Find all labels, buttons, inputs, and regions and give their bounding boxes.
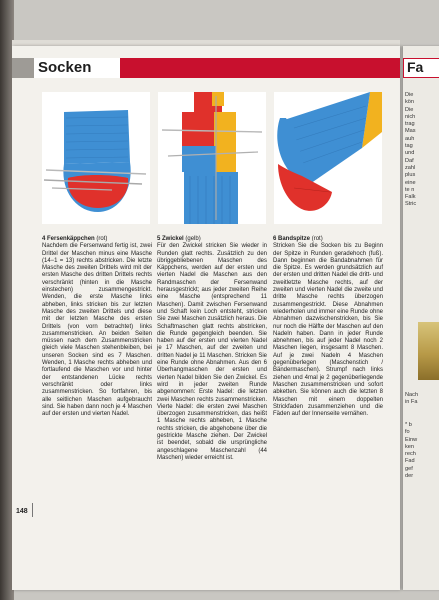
facing-text-line: Mas [405, 128, 416, 135]
page-number: 148 [16, 508, 28, 515]
facing-text-line: * b [405, 422, 412, 428]
step-title: Fersenkäppchen [47, 236, 95, 242]
facing-text-line: Einw [405, 436, 418, 443]
facing-text-line: kön [405, 99, 415, 106]
step-text: Nachdem die Fersenwand fertig ist, zwei Drittel der Maschen minus eine Masche (14−1 = 13) rechts abstricken. Die letzte Masche des zweiten Drittels wird mit der ersten Masche des dritten Drittels rechts verschränkt (hinten in die Masche einstechen) zusammengestrickt. Wenden, die erste Masche links abheben, links stricken bis zur letzten Masche des zweiten Drittels und diese mit der letzten Masche des ersten Drittels (von vorn betrachtet) links zusammenstricken. An beiden Seiten müssen nach dem Zusammenstricken gleich viele Maschen stehenbleiben, bei unseren Socken sind es 7 Maschen. Wenden, 1 Masche rechts abheben und fortlaufend die Maschen vor und hinter der entstandenen Lücke rechts verschränkt oder links zusammenstricken. So fortfahren, bis alle seitlichen Maschen aufgebraucht sind. Sie haben dann noch je 4 Maschen auf der ersten und vierten Nadel. [42, 243, 152, 418]
instruction-column-heel-cap [42, 236, 152, 418]
facing-text-line: zahl [405, 164, 416, 171]
step-heading [273, 236, 383, 243]
sock-toe-illustration [274, 92, 382, 224]
facing-page-title: Fa [404, 59, 439, 77]
photo-band-toe [274, 92, 382, 224]
facing-text-middle [405, 392, 439, 407]
facing-text-line: ken [405, 443, 415, 450]
facing-text-line: auh [405, 135, 415, 142]
facing-page-photo [418, 322, 439, 380]
page-title: Socken [38, 59, 92, 76]
step-number: 6 [273, 236, 277, 242]
page-number-rule [32, 503, 33, 517]
facing-page [403, 46, 439, 590]
step-title: Bandspitze [278, 236, 311, 242]
photo-heel-cap [42, 92, 150, 224]
left-page [12, 46, 400, 590]
facing-text-line: nich [405, 113, 416, 120]
step-text: Für den Zwickel stricken Sie wieder in Runden glatt rechts. Zusätzlich zu den übriggebliebenen Maschen des Käppchens, werden auf der ersten und vierten Nadel die Maschen aus den Randmaschen der Fersenwand herausgestrickt; aus jeder zweiten Reihe eine Masche (entsprechend 11 Maschen). Damit zwischen Fersenwand und Schaft kein Loch entsteht, stricken Sie zwei Maschen zusätzlich heraus. Die Schaftmaschen glatt rechts abstricken, die Runde gegengleich beenden. Sie haben auf der ersten und vierten Nadel je 17 Maschen, auf der zweiten und dritten Nadel je 11 Maschen. Stricken Sie eine Runde ohne Abnahmen. Aus den 6 Überhangmaschen der ersten und vierten Nadel bilden Sie den Zwickel. Es wird in jeder zweiten Runde abgenommen: Erste Nadel: die letzten zwei Maschen rechts zusammenstricken. Vierte Nadel: die ersten zwei Maschen überzogen zusammenstricken, das heißt 1 Masche rechts abheben, 1 Masche rechts stricken, die abgehobene über die gestrickte Masche ziehen. Der Zwickel ist beendet, sobald die ursprüngliche angeschlagene Maschenzahl (44 Maschen) wieder erreicht ist. [157, 243, 267, 461]
facing-text-line: Nach [405, 392, 419, 398]
step-color-note: (rot) [311, 236, 323, 242]
step-number: 5 [157, 236, 161, 242]
facing-text-line: tag [405, 143, 413, 150]
facing-text-line: rech [405, 451, 416, 458]
facing-text-line: trag [405, 121, 415, 128]
facing-page-header [403, 58, 439, 78]
step-color-note: (gelb) [185, 236, 201, 242]
instruction-column-gusset [157, 236, 267, 462]
section-header [12, 58, 400, 78]
step-number: 4 [42, 236, 46, 242]
facing-text-line: in Fa [405, 399, 418, 406]
facing-text-bottom [405, 422, 439, 480]
facing-text-line: Stric [405, 201, 417, 208]
sock-heel-illustration [42, 92, 150, 224]
facing-text-line: plus [405, 172, 416, 179]
sock-gusset-illustration [158, 92, 266, 224]
facing-text-line: Die [405, 106, 414, 113]
step-color-note: (rot) [96, 236, 108, 242]
facing-text-line: und [405, 150, 415, 157]
facing-text-line: gef [405, 465, 413, 472]
facing-text-line: Die [405, 92, 414, 98]
facing-text-line: Fad [405, 458, 415, 465]
step-title: Zwickel [162, 236, 184, 242]
facing-text-line: eine [405, 179, 416, 186]
instruction-column-band-toe [273, 236, 383, 418]
facing-text-line: te n [405, 186, 415, 193]
facing-text-line: der [405, 473, 414, 480]
step-text: Stricken Sie die Socken bis zu Beginn der Spitze in Runden geradehoch (fuß). Dann beginnen die Bandabnahmen für die Spitze. Es werden grundsätzlich auf der ersten und dritten Nadel die dritt- und zweitletzte Masche rechts, auf der zweiten und vierten Nadel die zweite und dritte Masche rechts überzogen zusammengestrickt. Diese Abnahmen wiederholen und immer eine Runde ohne Abnahmen dazwischenstricken, bis Sie nur noch die Hälfte der Maschen auf den Nadeln haben. Dann in jeder Runde abnehmen, bis auf jeder Nadel noch 2 Maschen liegen, insgesamt 8 Maschen. Auf je zwei Nadeln 4 Maschen gegenüberlegen (Maschenstich / Bändermaschen). Strumpf nach links ziehen und 4mal je 2 gegenüberliegende Maschen zusammenstricken und sofort abketten. Sie können auch die letzten 8 Maschen mit einem doppelten Strickfaden zusammenziehen und die Fäden auf der Innenseite vernähen. [273, 243, 383, 418]
step-heading [42, 236, 152, 243]
facing-text-line: fo [405, 429, 410, 436]
facing-text-line: Daf [405, 157, 414, 164]
facing-text-top [405, 92, 439, 209]
facing-text-line: Falk [405, 194, 416, 201]
step-heading [157, 236, 267, 243]
photo-gusset [158, 92, 266, 224]
